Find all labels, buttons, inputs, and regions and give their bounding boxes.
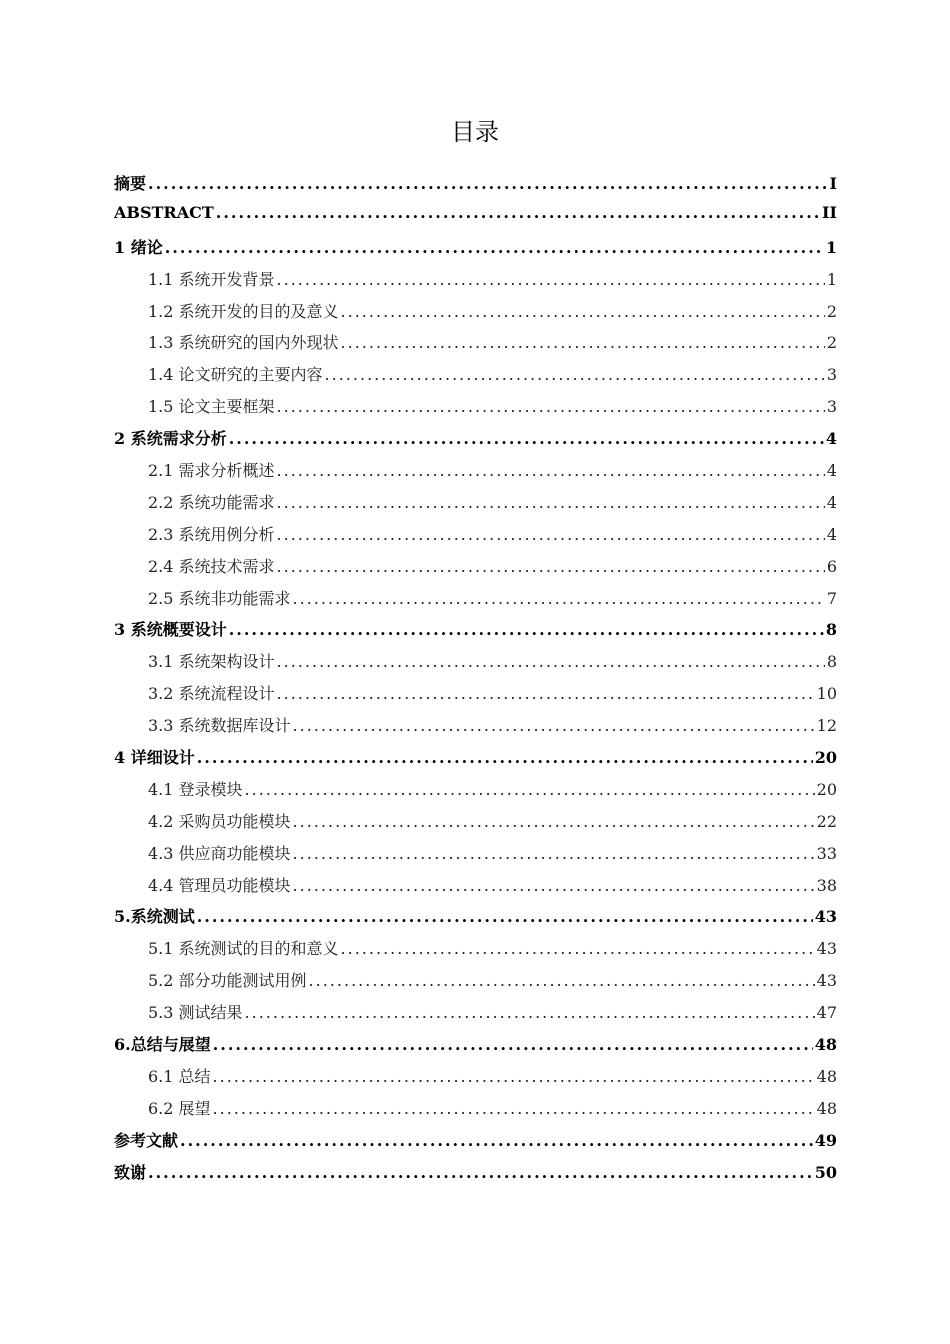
toc-dot-leader [277,493,825,512]
toc-page-number: 20 [814,748,837,768]
toc-page-number: 43 [814,907,837,927]
toc-page-number: 49 [814,1130,837,1150]
toc-entry-label: 2.1 需求分析概述 [148,461,275,481]
toc-entry-label: 2.2 系统功能需求 [148,492,275,512]
toc-entry-label: ABSTRACT [114,202,214,222]
toc-page-number: 3 [826,365,837,385]
toc-page-number: 1 [826,269,837,289]
toc-dot-leader [148,174,828,193]
toc-chapter-entry[interactable] [114,904,837,936]
toc-section-entry[interactable] [114,809,837,841]
toc-entry-label: 3.3 系统数据库设计 [148,716,291,736]
toc-dot-leader [277,684,815,703]
toc-page-number: 3 [826,397,837,417]
toc-page-number: I [829,174,837,193]
toc-page-number: 4 [826,461,837,481]
toc-page-number: 4 [826,492,837,512]
toc-entry-label: 致谢 [114,1162,147,1182]
toc-entry-label: 参考文献 [114,1130,179,1150]
toc-chapter-entry[interactable] [114,171,837,203]
toc-chapter-entry[interactable] [114,203,837,235]
toc-page-number: 48 [816,1066,837,1086]
toc-dot-leader [293,716,815,735]
toc-dot-leader [213,1099,815,1118]
page-title: 目录 [451,118,499,146]
toc-entry-label: 4.1 登录模块 [148,779,243,799]
toc-dot-leader [293,589,825,608]
toc-entry-label: 1.4 论文研究的主要内容 [148,365,323,385]
toc-entry-label: 2 系统需求分析 [114,429,227,449]
toc-dot-leader [213,1035,813,1054]
toc-page-number: 50 [814,1162,837,1182]
toc-section-entry[interactable] [114,267,837,299]
toc-section-entry[interactable] [114,1064,837,1096]
toc-dot-leader [293,844,815,863]
toc-dot-leader [277,525,825,544]
toc-entry-label: 4.3 供应商功能模块 [148,843,291,863]
toc-entry-label: 5.系统测试 [114,907,195,927]
toc-section-entry[interactable] [114,649,837,681]
toc-page-number: 6 [826,556,837,576]
toc-entry-label: 6.1 总结 [148,1066,211,1086]
toc-entry-label: 1 绪论 [114,237,163,257]
toc-chapter-entry[interactable] [114,235,837,267]
toc-dot-leader [197,907,813,926]
toc-page-number: 1 [825,237,837,257]
toc-entry-label: 5.1 系统测试的目的和意义 [148,939,339,959]
toc-page-number: 4 [826,524,837,544]
toc-section-entry[interactable] [114,936,837,968]
toc-chapter-entry[interactable] [114,426,837,458]
toc-section-entry[interactable] [114,713,837,745]
toc-dot-leader [180,1131,813,1150]
toc-page-number: 12 [816,716,837,736]
toc-chapter-entry[interactable] [114,1160,837,1192]
toc-page-number: 43 [816,939,837,959]
toc-entry-label: 5.2 部分功能测试用例 [148,971,307,991]
toc-entry-label: 2.5 系统非功能需求 [148,588,291,608]
toc-entry-label: 3.1 系统架构设计 [148,652,275,672]
toc-page-number: 4 [825,429,837,449]
toc-section-entry[interactable] [114,681,837,713]
toc-dot-leader [229,620,824,639]
toc-dot-leader [165,238,824,257]
toc-dot-leader [341,333,825,352]
toc-dot-leader [216,203,820,222]
toc-dot-leader [293,876,815,895]
toc-section-entry[interactable] [114,841,837,873]
toc-dot-leader [277,397,825,416]
toc-chapter-entry[interactable] [114,1128,837,1160]
toc-entry-label: 3 系统概要设计 [114,620,227,640]
toc-entry-label: 2.3 系统用例分析 [148,524,275,544]
toc-section-entry[interactable] [114,968,837,1000]
toc-section-entry[interactable] [114,554,837,586]
toc-dot-leader [213,1067,815,1086]
toc-chapter-entry[interactable] [114,745,837,777]
toc-dot-leader [341,302,825,321]
toc-section-entry[interactable] [114,362,837,394]
toc-section-entry[interactable] [114,299,837,331]
toc-entry-label: 1.1 系统开发背景 [148,269,275,289]
toc-dot-leader [277,461,825,480]
toc-entry-label: 6.2 展望 [148,1098,211,1118]
toc-dot-leader [229,429,824,448]
toc-dot-leader [341,939,815,958]
toc-page-number: 33 [816,843,837,863]
toc-section-entry[interactable] [114,586,837,618]
toc-section-entry[interactable] [114,490,837,522]
toc-entry-label: 2.4 系统技术需求 [148,556,275,576]
toc-page-number: 22 [816,811,837,831]
toc-entry-label: 3.2 系统流程设计 [148,684,275,704]
toc-entry-label: 1.3 系统研究的国内外现状 [148,333,339,353]
toc-dot-leader [197,748,813,767]
toc-chapter-entry[interactable] [114,617,837,649]
toc-page-number: 8 [825,620,837,640]
toc-page-number: 2 [826,333,837,353]
toc-entry-label: 1.2 系统开发的目的及意义 [148,301,339,321]
toc-page-number: 48 [814,1035,837,1055]
toc-dot-leader [277,652,825,671]
toc-dot-leader [293,812,815,831]
toc-page-number: 48 [816,1098,837,1118]
toc-page-number: 20 [816,779,837,799]
toc-entry-label: 1.5 论文主要框架 [148,397,275,417]
toc-chapter-entry[interactable] [114,1032,837,1064]
toc-entry-label: 摘要 [114,174,147,193]
toc-page-number: 2 [826,301,837,321]
toc-page-number: 38 [816,875,837,895]
toc-section-entry[interactable] [114,458,837,490]
table-of-contents [114,171,837,1192]
toc-section-entry[interactable] [114,1000,837,1032]
toc-dot-leader [277,270,825,289]
toc-dot-leader [245,1003,815,1022]
toc-page-number: II [822,202,837,222]
toc-page-number: 47 [816,1003,837,1023]
toc-dot-leader [277,557,825,576]
toc-section-entry[interactable] [114,873,837,905]
toc-section-entry[interactable] [114,522,837,554]
toc-entry-label: 6.总结与展望 [114,1035,211,1055]
toc-entry-label: 4 详细设计 [114,748,195,768]
toc-dot-leader [325,365,825,384]
toc-page-number: 43 [816,971,837,991]
toc-dot-leader [245,780,815,799]
toc-page-number: 8 [826,652,837,672]
toc-section-entry[interactable] [114,1096,837,1128]
toc-page-number: 7 [826,588,837,608]
toc-entry-label: 5.3 测试结果 [148,1003,243,1023]
toc-entry-label: 4.4 管理员功能模块 [148,875,291,895]
toc-entry-label: 4.2 采购员功能模块 [148,811,291,831]
toc-dot-leader [148,1163,813,1182]
toc-page-number: 10 [816,684,837,704]
toc-section-entry[interactable] [114,330,837,362]
toc-section-entry[interactable] [114,394,837,426]
toc-section-entry[interactable] [114,777,837,809]
toc-dot-leader [309,971,815,990]
